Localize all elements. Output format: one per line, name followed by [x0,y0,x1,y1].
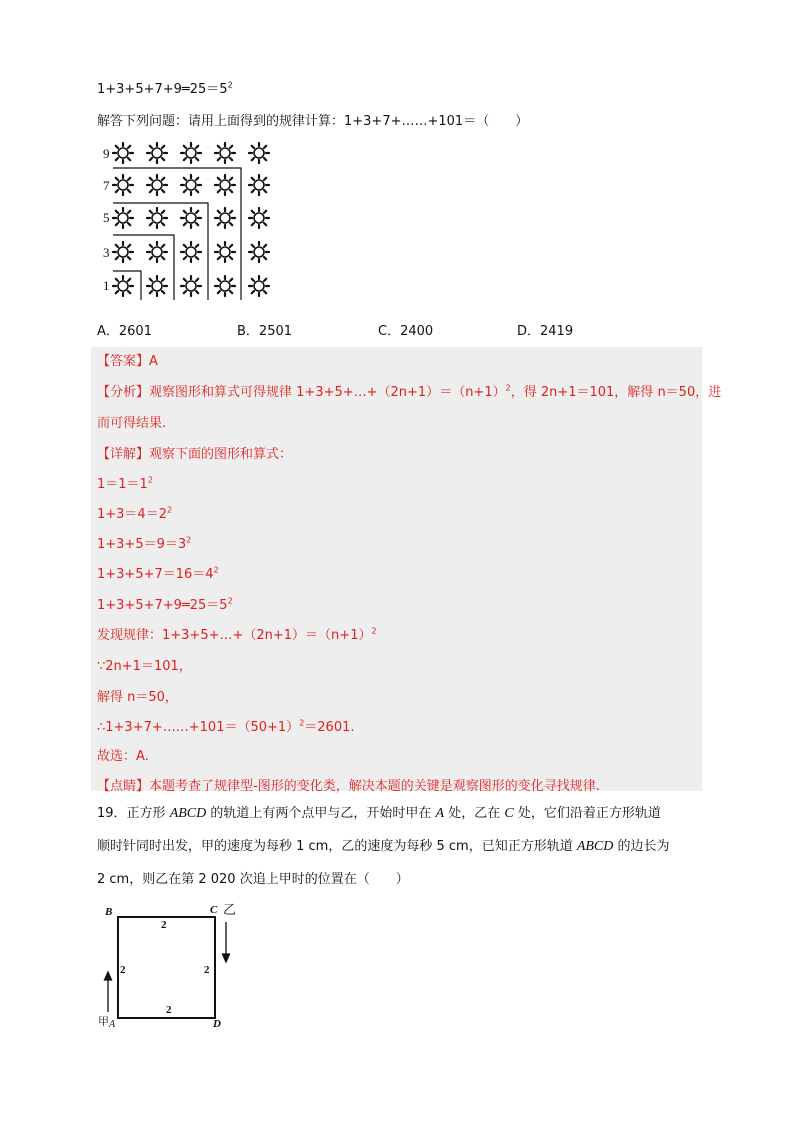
square-track-figure [98,900,258,1035]
equation-exp: 2 [186,535,192,545]
equation-text: 1+3+5＝9＝3 [97,537,187,552]
row-label-3: 3 [103,245,110,260]
side-left-label: 2 [120,964,126,976]
therefore-exp: 2 [299,718,305,728]
q19-text: 处，它们沿着正方形轨道 [513,806,661,821]
square-track [118,917,215,1018]
top-equation [97,78,233,97]
side-bottom-label: 2 [166,1004,172,1016]
question-line: 解答下列问题：请用上面得到的规律计算：1+3+7+……+101＝（ ） [97,114,529,129]
q19-square-name: ABCD [576,839,614,854]
equation-2 [97,503,172,522]
q19-point-a: A [435,806,445,821]
therefore-tail: ＝2601. [304,720,355,735]
equation-text: 1+3+5+7+9═25＝5 [97,598,228,613]
q19-point-c: C [504,806,514,821]
q19-line-2 [97,836,670,858]
row-label-1: 1 [103,278,110,293]
sun-grid-figure [95,140,285,305]
choose-line: 故选：A. [97,749,149,764]
detail-title: 【详解】观察下面的图形和算式： [97,447,293,462]
q19-text: 2 cm，则乙在第 2 020 次追上甲时的位置在（ ） [97,872,409,887]
row-label-9: 9 [103,146,110,161]
q19-text: 19．正方形 [97,806,170,821]
equation-4 [97,563,219,582]
row-label-7: 7 [103,178,110,193]
analysis-tail: ，得 2n+1＝101，解得 n＝50，进 [510,385,722,400]
q19-text: 顺时针同时出发，甲的速度为每秒 1 cm，乙的速度为每秒 5 cm，已知正方形轨道 [97,839,577,854]
corner-d-label: D [213,1018,221,1030]
rule-exp: 2 [371,626,377,636]
arrow-up-icon [105,972,112,1012]
solve-line: 解得 n＝50， [97,690,178,705]
question-19 [97,803,670,891]
corner-b-label: B [105,906,113,918]
choice-d: D．2419 [517,324,574,339]
answer-line: 【答案】A [97,354,158,369]
rule-text: 发现规律：1+3+5+…+（2n+1）＝（n+1） [97,628,372,643]
row-label-5: 5 [103,210,110,225]
because-line: ∵2n+1＝101， [97,659,192,674]
equation-exp: 2 [213,565,219,575]
top-equation-exp: 2 [227,80,233,90]
analysis-line-1 [97,381,721,400]
q19-text: 的轨道上有两个点甲与乙，开始时甲在 [206,806,436,821]
corner-a-label: A [109,1019,116,1030]
equation-text: 1+3＝4＝2 [97,507,167,522]
sun-icons [113,143,269,296]
choice-c: C．2400 [378,324,434,339]
analysis-exp: 2 [505,383,511,393]
analysis-line-2: 而可得结果. [97,416,167,431]
jia-label: 甲 [98,1015,109,1028]
top-equation-text: 1+3+5+7+9═25＝5 [97,82,228,97]
q19-text: 的边长为 [613,839,670,854]
corner-c-label: C [210,904,218,916]
equation-3 [97,533,191,552]
equation-5 [97,594,233,613]
comment-line: 【点睛】本题考查了规律型-图形的变化类，解决本题的关键是观察图形的变化寻找规律. [97,779,600,794]
choice-b: B．2501 [237,324,293,339]
equation-exp: 2 [166,505,173,515]
q19-text: 处，乙在 [444,806,505,821]
equation-exp: 2 [147,475,153,485]
equation-1 [97,473,153,492]
side-top-label: 2 [161,919,167,931]
equation-text: 1+3+5+7＝16＝4 [97,567,214,582]
analysis-text: 【分析】观察图形和算式可得规律 1+3+5+…+（2n+1）＝（n+1） [97,385,506,400]
q19-square-name: ABCD [169,806,207,821]
side-right-label: 2 [204,964,210,976]
yi-label: 乙 [223,903,237,918]
q19-line-3 [97,869,670,891]
rule-line [97,624,377,643]
q19-line-1 [97,803,670,825]
arrow-down-icon [223,922,230,962]
therefore-line [97,716,355,735]
equation-text: 1＝1＝1 [97,477,148,492]
choice-a: A．2601 [97,324,152,339]
therefore-text: ∴1+3+7+……+101＝（50+1） [97,720,300,735]
equation-exp: 2 [227,596,233,606]
